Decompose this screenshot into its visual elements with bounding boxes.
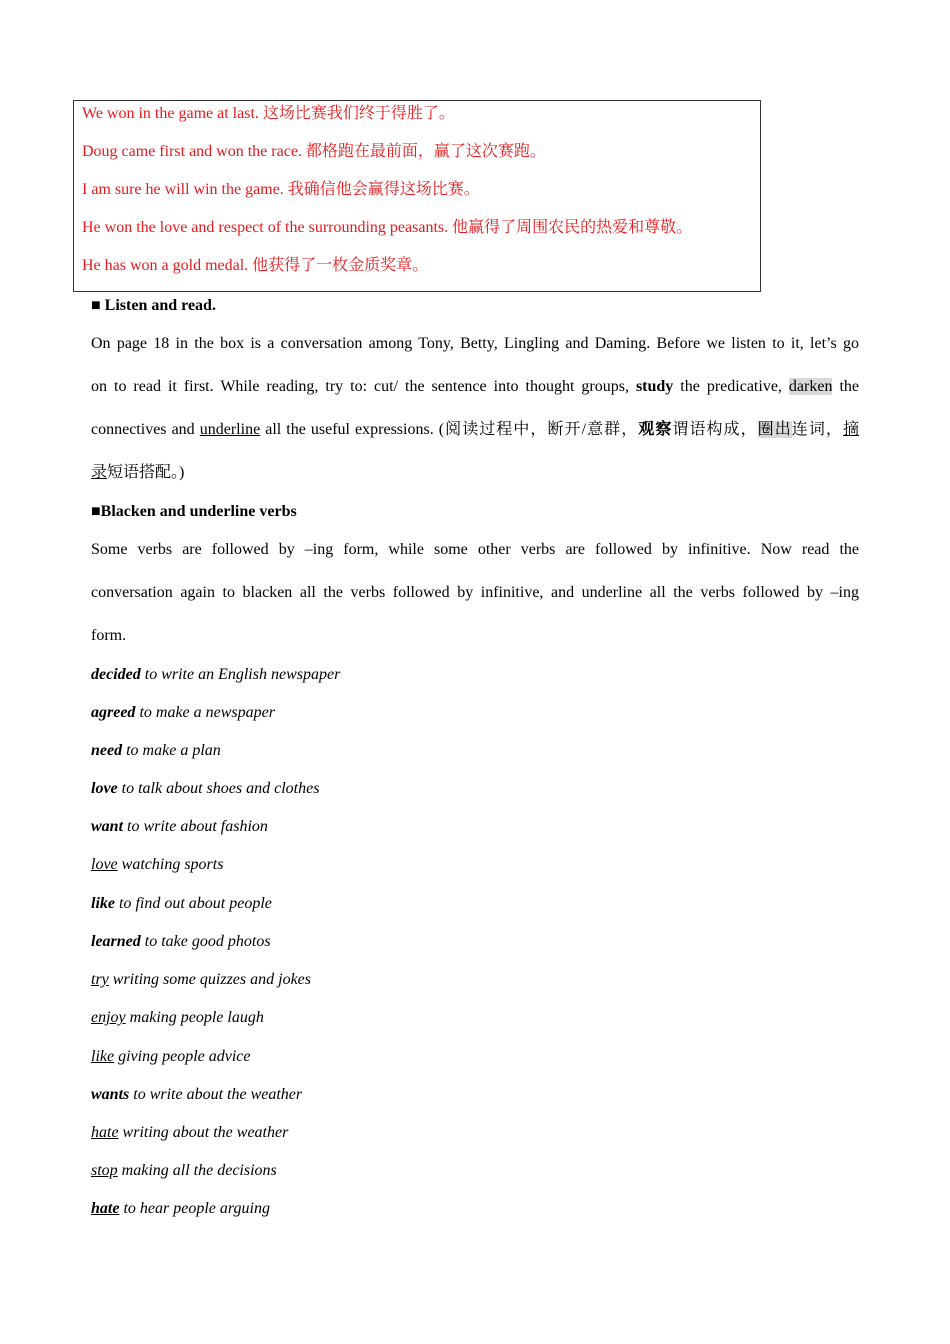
- verb-word: love: [91, 780, 118, 797]
- listen-paragraph-line-2: [91, 377, 859, 397]
- verb-phrase-rest: writing about the weather: [118, 1124, 289, 1141]
- blacken-paragraph-line-3: form.: [91, 627, 127, 644]
- text-run: 谓语构成，: [672, 421, 758, 438]
- verb-phrase-rest: making people laugh: [125, 1009, 264, 1026]
- verb-phrase-rest: to make a plan: [122, 742, 221, 759]
- verb-word: learned: [91, 933, 141, 950]
- verb-list-item: [91, 1161, 277, 1181]
- verb-word: hate: [91, 1124, 119, 1141]
- text-run: on to read it first. While reading, try to: cut/ the sentence into thought groups,: [91, 378, 636, 395]
- verb-word: hate: [91, 1200, 120, 1217]
- blacken-paragraph-line-1: Some verbs are followed by –ing form, while some other verbs are followed by infinitive. Now read the: [91, 541, 859, 558]
- verb-list-item: [91, 703, 275, 723]
- verb-list-item: [91, 1123, 288, 1143]
- example-sentence: We won in the game at last. 这场比赛我们终于得胜了。: [82, 105, 455, 122]
- verb-word: stop: [91, 1162, 118, 1179]
- bold-word-study: study: [635, 378, 674, 395]
- example-sentence: He won the love and respect of the surrounding peasants. 他赢得了周围农民的热爱和尊敬。: [82, 219, 693, 236]
- verb-phrase-rest: to write about fashion: [123, 818, 268, 835]
- verb-list-item: [91, 932, 271, 952]
- verb-list-item: [91, 1008, 264, 1028]
- example-sentence: I am sure he will win the game. 我确信他会赢得这场比赛。: [82, 181, 480, 198]
- verb-list-item: [91, 779, 319, 799]
- highlighted-word-darken: darken: [788, 378, 833, 395]
- verb-list-item: [91, 1047, 250, 1067]
- verb-phrase-rest: writing some quizzes and jokes: [108, 971, 311, 988]
- verb-word: try: [91, 971, 109, 988]
- underlined-word-underline: underline: [199, 421, 261, 438]
- example-sentence: He has won a gold medal. 他获得了一枚金质奖章。: [82, 257, 429, 274]
- verb-word: like: [91, 1048, 115, 1065]
- example-sentence: Doug came first and won the race. 都格跑在最前面，赢了这次赛跑。: [82, 143, 546, 160]
- verb-list-item: [91, 1199, 270, 1219]
- verb-list-item: [91, 741, 221, 761]
- verb-word: wants: [91, 1086, 130, 1103]
- blacken-underline-heading: ■Blacken and underline verbs: [91, 503, 297, 520]
- verb-word: need: [91, 742, 123, 759]
- verb-list-item: [91, 970, 311, 990]
- example-sentences-box: [73, 100, 761, 292]
- text-run: the predicative,: [673, 378, 789, 395]
- text-run: connectives and: [91, 421, 200, 438]
- text-run: 连词，: [791, 421, 843, 438]
- verb-list-item: [91, 855, 223, 875]
- verb-list-item: [91, 665, 340, 685]
- verb-phrase-rest: watching sports: [117, 856, 224, 873]
- verb-word: enjoy: [91, 1009, 126, 1026]
- listen-paragraph-line-3: [91, 420, 859, 440]
- verb-word: want: [91, 818, 124, 835]
- text-run: all the useful expressions. (阅读过程中，断开/意群，: [260, 421, 639, 438]
- text-run: 短语搭配。): [107, 464, 185, 481]
- bold-word-guancha: 观察: [638, 421, 673, 438]
- verb-phrase-rest: giving people advice: [114, 1048, 251, 1065]
- verb-list-item: [91, 817, 268, 837]
- text-run: the: [832, 378, 859, 395]
- verb-list-item: [91, 894, 272, 914]
- listen-paragraph-line-1: On page 18 in the box is a conversation among Tony, Betty, Lingling and Daming. Before we listen to it, let’s go: [91, 335, 859, 352]
- verb-phrase-rest: to make a newspaper: [135, 704, 275, 721]
- verb-word: like: [91, 895, 115, 912]
- verb-word: agreed: [91, 704, 136, 721]
- listen-read-heading: ■ Listen and read.: [91, 297, 216, 314]
- verb-phrase-rest: to take good photos: [140, 933, 271, 950]
- underlined-word-lu: 录: [91, 464, 108, 481]
- verb-word: love: [91, 856, 118, 873]
- verb-phrase-rest: to hear people arguing: [119, 1200, 270, 1217]
- blacken-paragraph-line-2: conversation again to blacken all the verbs followed by infinitive, and underline all the verbs followed by –ing: [91, 584, 859, 601]
- listen-paragraph-line-4: [91, 463, 859, 483]
- underlined-word-zhai: 摘: [842, 421, 859, 438]
- verb-phrase-rest: to talk about shoes and clothes: [117, 780, 320, 797]
- verb-phrase-rest: to write about the weather: [129, 1086, 303, 1103]
- verb-list-item: [91, 1085, 302, 1105]
- verb-phrase-rest: making all the decisions: [117, 1162, 277, 1179]
- verb-phrase-rest: to write an English newspaper: [140, 666, 341, 683]
- verb-word: decided: [91, 666, 141, 683]
- verb-phrase-rest: to find out about people: [115, 895, 272, 912]
- highlighted-word-quanchu: 圈出: [757, 421, 792, 438]
